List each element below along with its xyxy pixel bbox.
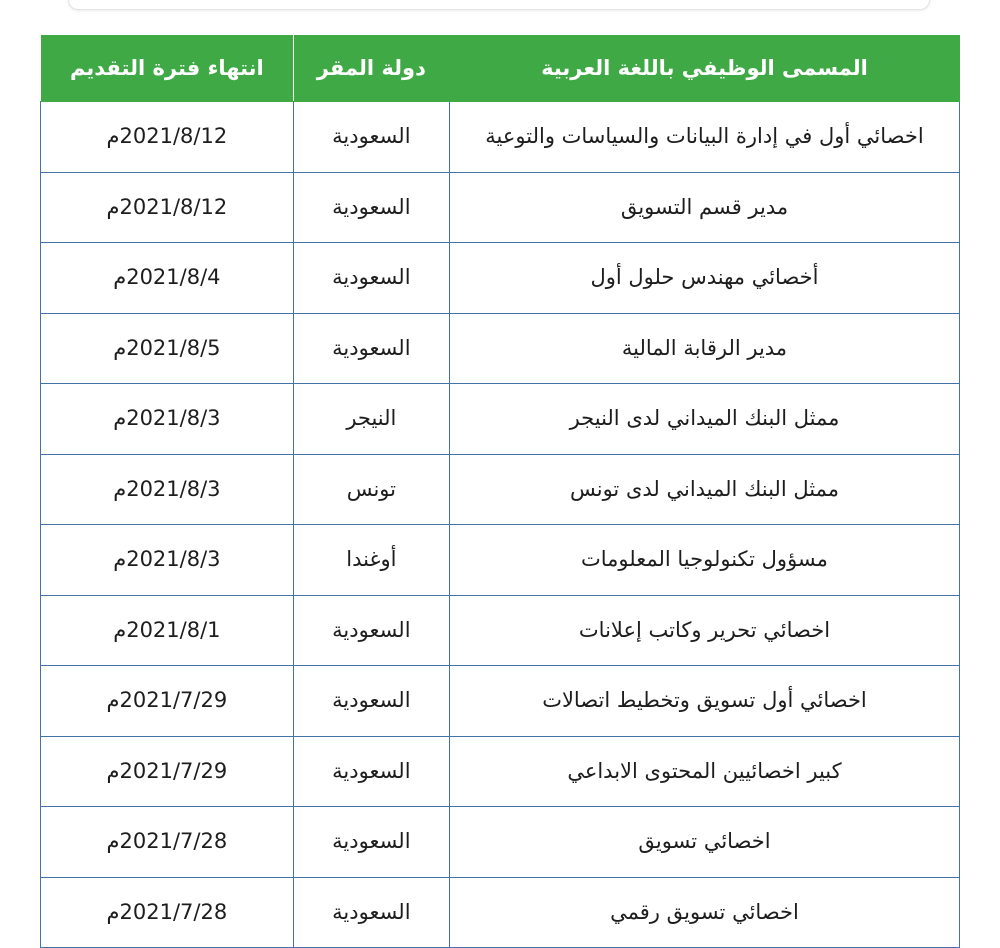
table-row xyxy=(41,384,960,455)
cell-deadline: 2021/8/5م xyxy=(41,313,294,384)
table-body xyxy=(41,102,960,948)
table-row xyxy=(41,666,960,737)
cell-job-title: اخصائي تسويق رقمي xyxy=(449,877,959,948)
cell-country: أوغندا xyxy=(293,525,449,596)
table-header xyxy=(41,36,960,102)
top-card-edge xyxy=(68,0,930,10)
jobs-table-container xyxy=(40,35,960,948)
table-row xyxy=(41,877,960,948)
cell-country: السعودية xyxy=(293,172,449,243)
cell-country: النيجر xyxy=(293,384,449,455)
cell-country: السعودية xyxy=(293,877,449,948)
cell-job-title: مدير قسم التسويق xyxy=(449,172,959,243)
cell-deadline: 2021/8/12م xyxy=(41,102,294,173)
column-header-job-title: المسمى الوظيفي باللغة العربية xyxy=(449,36,959,102)
column-header-deadline: انتهاء فترة التقديم xyxy=(41,36,294,102)
cell-deadline: 2021/7/29م xyxy=(41,736,294,807)
cell-country: السعودية xyxy=(293,666,449,737)
cell-deadline: 2021/8/3م xyxy=(41,525,294,596)
cell-job-title: اخصائي تحرير وكاتب إعلانات xyxy=(449,595,959,666)
cell-deadline: 2021/8/3م xyxy=(41,384,294,455)
cell-deadline: 2021/8/1م xyxy=(41,595,294,666)
table-row xyxy=(41,313,960,384)
jobs-table xyxy=(40,35,960,948)
cell-country: السعودية xyxy=(293,736,449,807)
cell-job-title: ممثل البنك الميداني لدى النيجر xyxy=(449,384,959,455)
cell-country: السعودية xyxy=(293,595,449,666)
cell-country: السعودية xyxy=(293,243,449,314)
cell-job-title: اخصائي أول تسويق وتخطيط اتصالات xyxy=(449,666,959,737)
table-row xyxy=(41,454,960,525)
cell-deadline: 2021/8/12م xyxy=(41,172,294,243)
cell-job-title: أخصائي مهندس حلول أول xyxy=(449,243,959,314)
table-row xyxy=(41,807,960,878)
cell-country: السعودية xyxy=(293,313,449,384)
table-row xyxy=(41,525,960,596)
table-header-row xyxy=(41,36,960,102)
cell-deadline: 2021/7/28م xyxy=(41,877,294,948)
cell-job-title: اخصائي أول في إدارة البيانات والسياسات والتوعية xyxy=(449,102,959,173)
cell-job-title: كبير اخصائيين المحتوى الابداعي xyxy=(449,736,959,807)
table-row xyxy=(41,595,960,666)
cell-country: السعودية xyxy=(293,102,449,173)
table-row xyxy=(41,172,960,243)
cell-deadline: 2021/7/28م xyxy=(41,807,294,878)
cell-job-title: مسؤول تكنولوجيا المعلومات xyxy=(449,525,959,596)
cell-country: السعودية xyxy=(293,807,449,878)
cell-deadline: 2021/8/3م xyxy=(41,454,294,525)
cell-deadline: 2021/7/29م xyxy=(41,666,294,737)
column-header-country: دولة المقر xyxy=(293,36,449,102)
table-row xyxy=(41,243,960,314)
cell-job-title: اخصائي تسويق xyxy=(449,807,959,878)
table-row xyxy=(41,102,960,173)
table-row xyxy=(41,736,960,807)
cell-job-title: مدير الرقابة المالية xyxy=(449,313,959,384)
cell-country: تونس xyxy=(293,454,449,525)
cell-deadline: 2021/8/4م xyxy=(41,243,294,314)
cell-job-title: ممثل البنك الميداني لدى تونس xyxy=(449,454,959,525)
